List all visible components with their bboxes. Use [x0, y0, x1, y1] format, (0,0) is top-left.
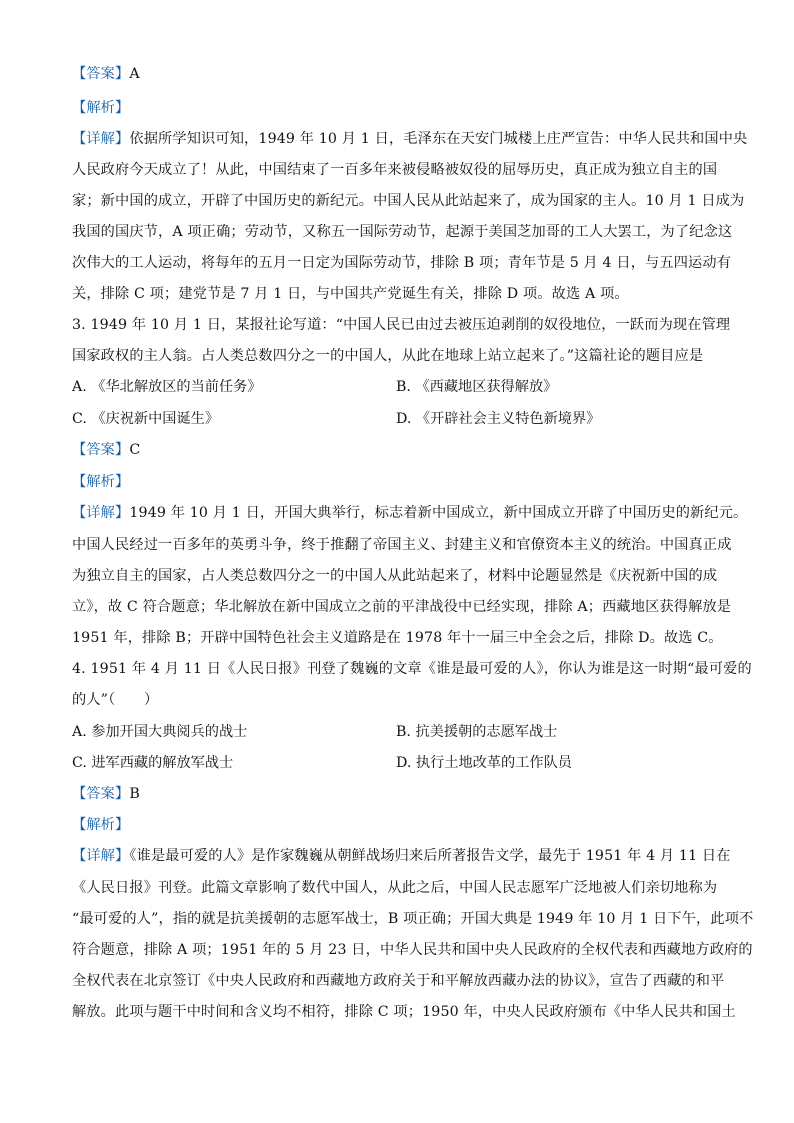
- answer-value: B: [129, 786, 140, 802]
- answer-tag: 【答案】: [72, 66, 130, 82]
- q2-detail-line-3: 家；新中国的成立，开辟了中国历史的新纪元。中国人民从此站起来了，成为国家的主人。10 月 1 日成为: [72, 193, 745, 209]
- q4-option-c: C. 进军西藏的解放军战士: [72, 755, 234, 771]
- detail-text: 依据所学知识可知，1949 年 10 月 1 日，毛泽东在天安门城楼上庄严宣告：中华人民共和国中央: [129, 131, 748, 147]
- q3-stem-line-2: 国家政权的主人翁。占人类总数四分之一的中国人，从此在地球上站立起来了。”这篇社论的题目应是: [72, 348, 704, 364]
- detail-tag: 【详解】: [72, 505, 130, 521]
- q4-stem-line-2: 的人”（ ）: [72, 692, 159, 708]
- q3-detail-line-2: 中国人民经过一百多年的英勇斗争，终于推翻了帝国主义、封建主义和官僚资本主义的统治。中国真正成: [72, 537, 732, 553]
- q3-detail-line-4: 立》，故 C 符合题意；华北解放在新中国成立之前的平津战役中已经实现，排除 A；西藏地区获得解放是: [72, 599, 732, 615]
- q4-detail-line-2: 《人民日报》刊登。此篇文章影响了数代中国人，从此之后，中国人民志愿军广泛地被人们亲切地称为: [72, 880, 718, 896]
- detail-text: 《谁是最可爱的人》是作家魏巍从朝鲜战场归来后所著报告文学，最先于 1951 年 4 月 11 日在: [129, 848, 731, 864]
- q2-detail-line-2: 人民政府今天成立了！从此，中国结束了一百多年来被侵略被奴役的屈辱历史，真正成为独立自主的国: [72, 162, 718, 178]
- detail-tag: 【详解】: [72, 131, 130, 147]
- q2-detail-line-1: [72, 129, 748, 149]
- q2-analysis-label: 【解析】: [72, 100, 130, 116]
- q4-option-d: D. 执行土地改革的工作队员: [396, 755, 572, 771]
- q3-detail-line-1: [72, 503, 748, 523]
- q4-detail-line-5: 全权代表在北京签订《中央人民政府和西藏地方政府关于和平解放西藏办法的协议》，宣告了西藏的和平: [72, 973, 725, 989]
- q3-analysis-label: 【解析】: [72, 474, 130, 490]
- q3-option-a: A. 《华北解放区的当前任务》: [72, 379, 262, 395]
- q3-answer-line: [72, 440, 722, 460]
- q3-stem-line-1: 3. 1949 年 10 月 1 日，某报社论写道：“中国人民已由过去被压迫剥削的奴役地位，一跃而为现在管理: [72, 317, 731, 333]
- answer-tag: 【答案】: [72, 786, 130, 802]
- q4-detail-line-6: 解放。此项与题干中时间和含义均不相符，排除 C 项；1950 年，中央人民政府颁布《中华人民共和国土: [72, 1004, 736, 1020]
- q2-detail-line-6: 关，排除 C 项；建党节是 7 月 1 日，与中国共产党诞生有关，排除 D 项。故选 A 项。: [72, 286, 629, 302]
- q3-option-c: C. 《庆祝新中国诞生》: [72, 411, 220, 427]
- answer-tag: 【答案】: [72, 442, 130, 458]
- q4-analysis-label: 【解析】: [72, 817, 130, 833]
- detail-tag: 【详解】: [72, 848, 130, 864]
- q2-detail-line-4: 我国的国庆节，A 项正确；劳动节，又称五一国际劳动节，起源于美国芝加哥的工人大罢工，为了纪念这: [72, 224, 733, 240]
- q3-option-d: D. 《开辟社会主义特色新境界》: [396, 411, 601, 427]
- q4-detail-line-4: 符合题意，排除 A 项；1951 年的 5 月 23 日，中华人民共和国中央人民政府的全权代表和西藏地方政府的: [72, 942, 753, 958]
- answer-value: A: [129, 66, 140, 82]
- q4-detail-line-1: [72, 846, 731, 866]
- answer-value: C: [129, 442, 141, 458]
- q4-option-a: A. 参加开国大典阅兵的战士: [72, 724, 248, 740]
- q3-detail-line-3: 为独立自主的国家，占人类总数四分之一的中国人从此站起来了，材料中论题显然是《庆祝新中国的成: [72, 568, 718, 584]
- q4-stem-line-1: 4. 1951 年 4 月 11 日《人民日报》刊登了魏巍的文章《谁是最可爱的人》，你认为谁是这一时期“最可爱的: [72, 661, 752, 677]
- q3-detail-line-5: 1951 年，排除 B；开辟中国特色社会主义道路是在 1978 年十一届三中全会之后，排除 D。故选 C。: [72, 630, 723, 646]
- q4-answer-line: [72, 784, 722, 804]
- q3-option-b: B. 《西藏地区获得解放》: [396, 379, 558, 395]
- detail-text: 1949 年 10 月 1 日，开国大典举行，标志着新中国成立，新中国成立开辟了中国历史的新纪元。: [129, 505, 748, 521]
- q2-detail-line-5: 次伟大的工人运动，将每年的五月一日定为国际劳动节，排除 B 项；青年节是 5 月 4 日，与五四运动有: [72, 255, 732, 271]
- q4-detail-line-3: “最可爱的人”，指的就是抗美援朝的志愿军战士，B 项正确；开国大典是 1949 年 10 月 1 日下午，此项不: [72, 911, 754, 927]
- q4-option-b: B. 抗美援朝的志愿军战士: [396, 724, 558, 740]
- q2-answer-line: [72, 64, 722, 84]
